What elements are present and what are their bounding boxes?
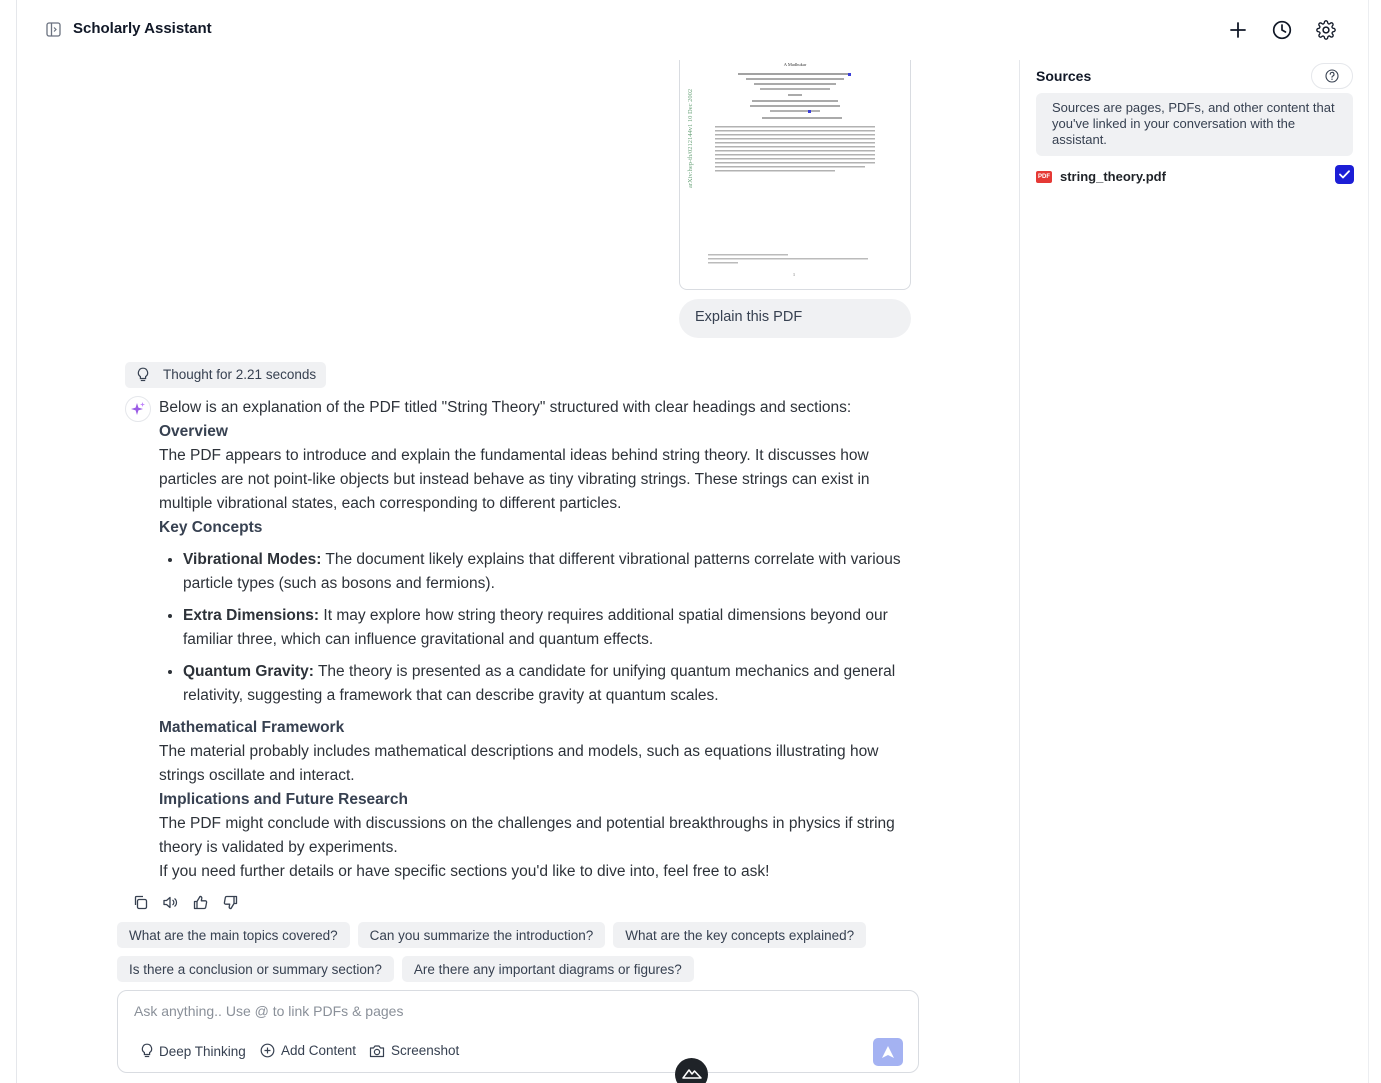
answer-closing: If you need further details or have specific sections you'd like to dive into, feel free to ask!: [159, 863, 770, 880]
overview-heading: Overview: [159, 423, 228, 440]
add-content-label: Add Content: [281, 1043, 357, 1058]
concept-term: Quantum Gravity:: [183, 663, 314, 680]
copy-button[interactable]: [131, 893, 149, 911]
sources-info-text: Sources are pages, PDFs, and other content that you've linked in your conversation with the assistant.: [1036, 93, 1353, 156]
copy-icon: [133, 895, 148, 910]
camera-icon: [369, 1044, 385, 1058]
math-framework-text: The material probably includes mathematical descriptions and models, such as equations illustrating how strings oscillate and interact.: [159, 743, 879, 784]
concept-term: Vibrational Modes:: [183, 551, 322, 568]
thought-duration-label: Thought for 2.21 seconds: [163, 367, 317, 382]
message-input[interactable]: [134, 1003, 834, 1019]
user-message-bubble: Explain this PDF: [679, 299, 911, 338]
source-name: string_theory.pdf: [1060, 169, 1166, 184]
app-title: Scholarly Assistant: [73, 20, 212, 37]
suggestion-chip[interactable]: Can you summarize the introduction?: [358, 922, 606, 948]
deep-thinking-label: Deep Thinking: [159, 1043, 246, 1059]
pdf-arxiv-stamp: arXiv:hep-th/0212144v1 10 Dec 2002: [687, 88, 694, 188]
assistant-logo-button[interactable]: [675, 1058, 708, 1083]
clock-icon: [1272, 20, 1292, 40]
list-item: [183, 660, 919, 708]
plus-circle-icon: [260, 1043, 275, 1058]
assistant-answer: [159, 396, 919, 884]
app-right-border: [1368, 0, 1369, 1083]
screenshot-button[interactable]: [369, 1043, 459, 1058]
key-concepts-heading: Key Concepts: [159, 519, 263, 536]
list-item: [183, 548, 919, 596]
pdf-file-icon: PDF: [1036, 171, 1052, 183]
app-header: [17, 0, 1368, 60]
list-item: [183, 604, 919, 652]
sidebar-toggle-icon[interactable]: [46, 22, 61, 37]
pdf-preview-thumbnail[interactable]: [679, 60, 911, 290]
deep-thinking-toggle[interactable]: [141, 1043, 246, 1059]
source-item[interactable]: [1036, 168, 1354, 188]
plus-icon: [1230, 22, 1246, 38]
send-button[interactable]: [873, 1038, 903, 1066]
concept-term: Extra Dimensions:: [183, 607, 320, 624]
thumbs-down-icon: [223, 895, 238, 910]
thumbs-down-button[interactable]: [221, 893, 239, 911]
mountain-logo-icon: [682, 1067, 702, 1079]
suggestion-chip[interactable]: What are the main topics covered?: [117, 922, 350, 948]
sparkle-icon: [130, 401, 146, 417]
sources-help-button[interactable]: [1311, 63, 1353, 89]
implications-heading: Implications and Future Research: [159, 791, 408, 808]
concept-text: The document likely explains that different vibrational patterns correlate with various particle types (such as bosons and fermions).: [183, 551, 901, 592]
message-actions: [131, 893, 239, 913]
suggestion-chip[interactable]: Is there a conclusion or summary section?: [117, 956, 394, 982]
source-checkbox[interactable]: [1335, 165, 1354, 184]
new-chat-button[interactable]: [1225, 17, 1251, 43]
message-composer: [117, 990, 919, 1073]
thumbs-up-icon: [193, 895, 208, 910]
settings-button[interactable]: [1313, 17, 1339, 43]
overview-text: The PDF appears to introduce and explain the fundamental ideas behind string theory. It discusses how particles are not point-like objects but instead behave as tiny vibrating strings. These strings can exist in multiple vibrational states, each corresponding to different particles.: [159, 447, 870, 512]
pdf-page-image: [680, 60, 911, 290]
implications-text: The PDF might conclude with discussions on the challenges and potential breakthroughs in physics if string theory is validated by experiments.: [159, 815, 895, 856]
math-framework-heading: Mathematical Framework: [159, 719, 345, 736]
send-arrow-icon: [881, 1045, 895, 1059]
suggested-questions: [117, 922, 917, 982]
thumbs-up-button[interactable]: [191, 893, 209, 911]
pdf-page-number: 1: [793, 272, 795, 277]
checkmark-icon: [1339, 170, 1350, 179]
sources-panel-divider: [1019, 60, 1020, 1083]
sources-title: Sources: [1036, 68, 1092, 84]
pdf-title-line: A Madhukar: [783, 62, 807, 67]
lightbulb-icon: [141, 1043, 153, 1059]
assistant-avatar: [125, 396, 151, 422]
read-aloud-button[interactable]: [161, 893, 179, 911]
screenshot-label: Screenshot: [391, 1043, 460, 1058]
key-concepts-list: [159, 548, 919, 708]
answer-intro: Below is an explanation of the PDF titled "String Theory" structured with clear headings and sections:: [159, 399, 852, 416]
gear-icon: [1316, 20, 1336, 40]
history-button[interactable]: [1269, 17, 1295, 43]
lightbulb-icon: [137, 367, 149, 386]
speaker-icon: [162, 895, 178, 910]
add-content-button[interactable]: [260, 1043, 356, 1058]
suggestion-chip[interactable]: Are there any important diagrams or figures?: [402, 956, 694, 982]
concept-text: It may explore how string theory requires additional spatial dimensions beyond our familiar three, which can influence gravitational and quantum effects.: [183, 607, 888, 648]
concept-text: The theory is presented as a candidate for unifying quantum mechanics and general relativity, suggesting a framework that can describe gravity at quantum scales.: [183, 663, 896, 704]
question-circle-icon: [1325, 69, 1339, 83]
app-left-border: [16, 0, 17, 1083]
suggestion-chip[interactable]: What are the key concepts explained?: [613, 922, 866, 948]
thought-duration-chip[interactable]: [125, 362, 326, 388]
